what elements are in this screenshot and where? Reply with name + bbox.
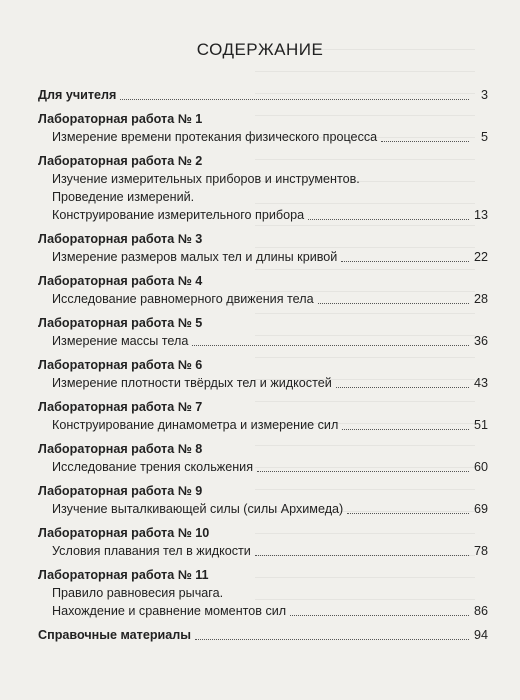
dot-leader — [347, 513, 469, 514]
toc-heading-text: Лабораторная работа № 10 — [38, 526, 210, 540]
toc-heading — [38, 626, 488, 644]
page-number: 5 — [480, 130, 488, 144]
dot-leader — [290, 615, 469, 616]
page-number: 60 — [473, 460, 488, 474]
dot-leader — [336, 387, 469, 388]
page-number: 94 — [473, 628, 488, 642]
toc-entry — [38, 626, 488, 644]
page-number: 13 — [473, 208, 488, 222]
toc-subentry — [38, 332, 488, 350]
toc-entry — [38, 110, 488, 146]
dot-leader — [195, 639, 469, 640]
toc-heading-text: Лабораторная работа № 11 — [38, 568, 209, 582]
toc-subentry — [38, 542, 488, 560]
page-title: СОДЕРЖАНИЕ — [196, 40, 324, 59]
toc-entry — [38, 152, 488, 224]
dot-leader — [342, 429, 469, 430]
page-number: 78 — [473, 544, 488, 558]
toc-heading — [38, 272, 488, 290]
toc-heading-text: Лабораторная работа № 2 — [38, 154, 203, 168]
page-number: 28 — [473, 292, 488, 306]
toc-subentry — [38, 248, 488, 266]
toc-subentry — [38, 188, 488, 206]
toc-heading — [38, 314, 488, 332]
toc-heading — [38, 356, 488, 374]
toc-heading-text: Лабораторная работа № 5 — [38, 316, 203, 330]
dot-leader — [255, 555, 469, 556]
dot-leader — [341, 261, 469, 262]
toc-subentry-text: Измерение массы тела — [52, 334, 189, 348]
toc-entry — [38, 524, 488, 560]
toc-subentry-text: Измерение времени протекания физического процесса — [52, 130, 378, 144]
toc-heading-text: Справочные материалы — [38, 628, 192, 642]
toc-subentry-text: Изучение выталкивающей силы (силы Архимеда) — [52, 502, 344, 516]
page-number: 51 — [473, 418, 488, 432]
toc-entry — [38, 566, 488, 620]
toc-heading-text: Лабораторная работа № 3 — [38, 232, 203, 246]
toc-heading-text: Лабораторная работа № 9 — [38, 484, 203, 498]
toc-heading — [38, 566, 488, 584]
toc-subentry-text: Измерение размеров малых тел и длины кривой — [52, 250, 338, 264]
toc-subentry — [38, 290, 488, 308]
toc-subentry — [38, 584, 488, 602]
toc-heading — [38, 524, 488, 542]
toc-heading — [38, 152, 488, 170]
toc-heading — [38, 230, 488, 248]
toc-heading-text: Лабораторная работа № 6 — [38, 358, 203, 372]
page-number: 3 — [480, 88, 488, 102]
toc-heading-text: Лабораторная работа № 4 — [38, 274, 203, 288]
toc-subentry-text: Конструирование измерительного прибора — [52, 208, 305, 222]
page-number: 86 — [473, 604, 488, 618]
dot-leader — [257, 471, 469, 472]
toc-subentry — [38, 458, 488, 476]
toc-entry — [38, 356, 488, 392]
toc-subentry — [38, 500, 488, 518]
page-number: 22 — [473, 250, 488, 264]
toc-subentry-text: Исследование трения скольжения — [52, 460, 254, 474]
dot-leader — [381, 141, 469, 142]
toc-subentry-text: Правило равновесия рычага. — [52, 586, 224, 600]
toc-subentry — [38, 374, 488, 392]
toc-heading — [38, 398, 488, 416]
toc-heading-text: Для учителя — [38, 88, 117, 102]
toc-subentry-text: Конструирование динамометра и измерение сил — [52, 418, 339, 432]
toc-subentry-text: Проведение измерений. — [52, 190, 195, 204]
toc-subentry — [38, 206, 488, 224]
toc-entry — [38, 314, 488, 350]
toc-entry — [38, 272, 488, 308]
toc-subentry-text: Изучение измерительных приборов и инструментов. — [52, 172, 360, 186]
toc-subentry — [38, 128, 488, 146]
dot-leader — [318, 303, 469, 304]
toc-subentry-text: Исследование равномерного движения тела — [52, 292, 314, 306]
toc-heading — [38, 482, 488, 500]
dot-leader — [192, 345, 469, 346]
table-of-contents — [38, 86, 488, 644]
toc-entry — [38, 230, 488, 266]
toc-subentry-text: Условия плавания тел в жидкости — [52, 544, 251, 558]
toc-heading — [38, 440, 488, 458]
toc-subentry-text: Измерение плотности твёрдых тел и жидкостей — [52, 376, 332, 390]
toc-subentry — [38, 416, 488, 434]
toc-heading — [38, 86, 488, 104]
dot-leader — [308, 219, 469, 220]
toc-heading-text: Лабораторная работа № 8 — [38, 442, 203, 456]
toc-heading — [38, 110, 488, 128]
toc-entry — [38, 86, 488, 104]
toc-entry — [38, 440, 488, 476]
toc-entry — [38, 398, 488, 434]
dot-leader — [120, 99, 469, 100]
toc-heading-text: Лабораторная работа № 7 — [38, 400, 203, 414]
toc-heading-text: Лабораторная работа № 1 — [38, 112, 203, 126]
page-number: 36 — [473, 334, 488, 348]
toc-subentry-text: Нахождение и сравнение моментов сил — [52, 604, 287, 618]
toc-subentry — [38, 170, 488, 188]
page-number: 69 — [473, 502, 488, 516]
toc-entry — [38, 482, 488, 518]
page-number: 43 — [473, 376, 488, 390]
toc-subentry — [38, 602, 488, 620]
